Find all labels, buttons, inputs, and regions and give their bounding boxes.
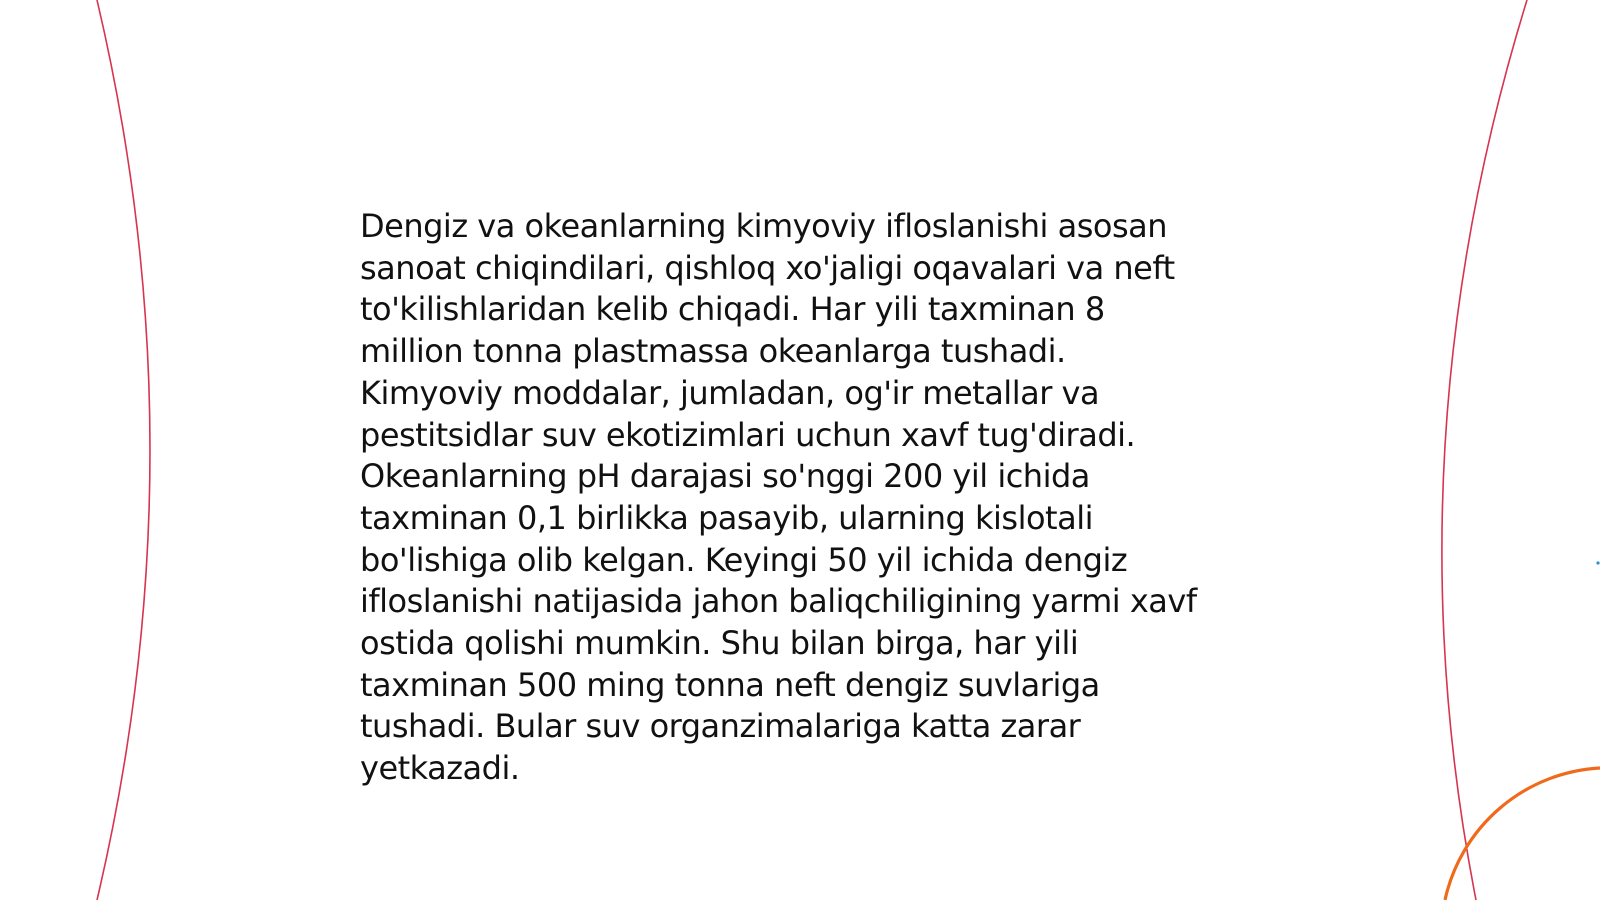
body-line: pestitsidlar suv ekotizimlari uchun xavf tug'diradi. [360,415,1136,454]
body-line: Kimyoviy moddalar, jumladan, og'ir metallar va [360,373,1100,412]
body-line: Okeanlarning pH darajasi so'nggi 200 yil ichida [360,457,1090,496]
body-line: sanoat chiqindilari, qishloq xo'jaligi oqavalari va neft [360,248,1175,287]
body-line: million tonna plastmassa okeanlarga tushadi. [360,332,1066,371]
body-line: ifloslanishi natijasida jahon baliqchiligining yarmi xavf [360,582,1197,621]
body-line: ostida qolishi mumkin. Shu bilan birga, har yili [360,624,1079,663]
body-line: tushadi. Bular suv organzimalariga katta zarar [360,707,1081,746]
orange-arc [1445,768,1600,900]
body-line: to'kilishlaridan kelib chiqadi. Har yili taxminan 8 [360,290,1105,329]
body-line: taxminan 500 ming tonna neft dengiz suvlariga [360,665,1100,704]
body-line: bo'lishiga olib kelgan. Keyingi 50 yil ichida dengiz [360,540,1128,579]
accent-dot [1596,561,1599,564]
body-line: yetkazadi. [360,749,520,788]
body-line: Dengiz va okeanlarning kimyoviy ifloslanishi asosan [360,207,1168,245]
body-line: taxminan 0,1 birlikka pasayib, ularning kislotali [360,498,1093,537]
body-paragraph [360,206,1260,790]
right-curve-line [1442,0,1527,900]
left-curve-line [97,0,150,900]
